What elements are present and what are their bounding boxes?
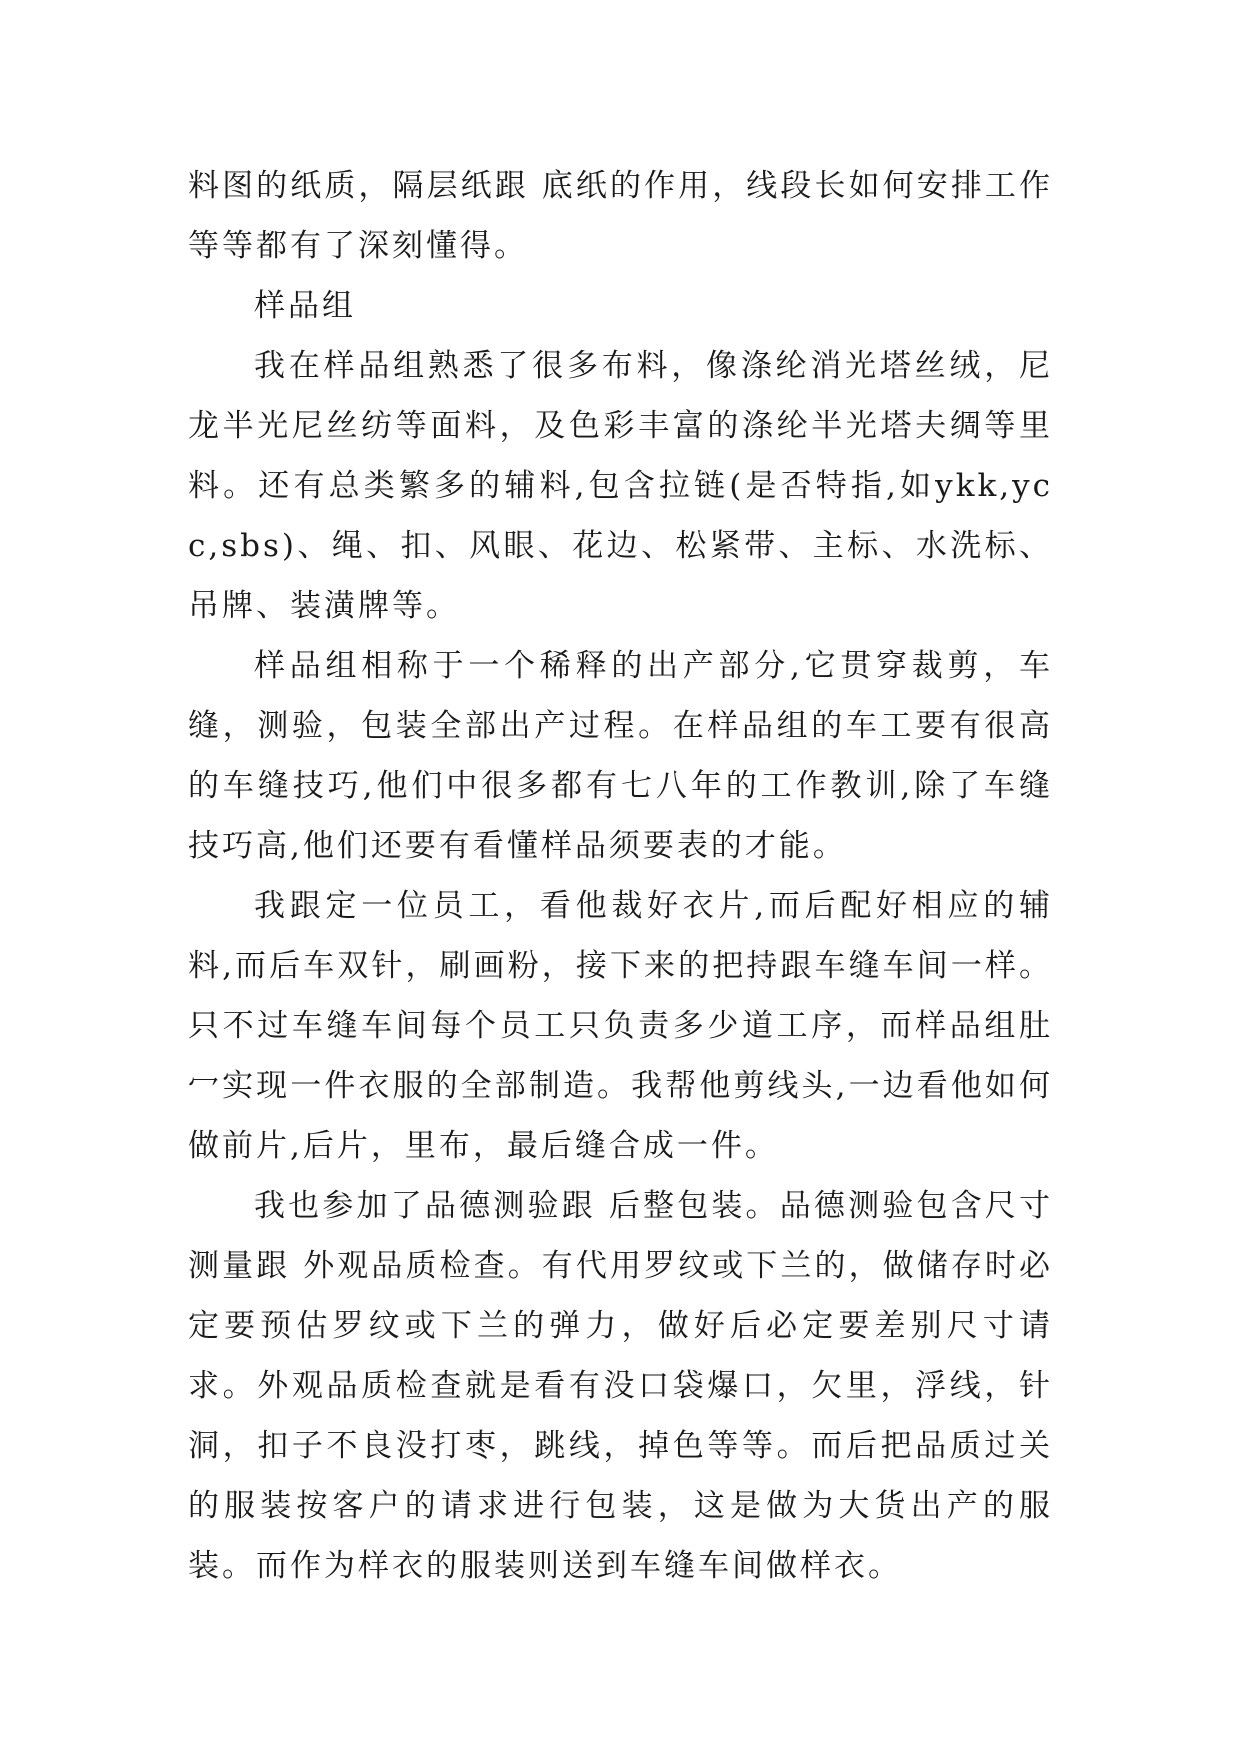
paragraph-sample-group-role: 样品组相称于一个稀释的出产部分,它贯穿裁剪，车缝，测验，包装全部出产过程。在样品组的车工要有很高的车缝技巧,他们中很多都有七八年的工作教训,除了车缝技巧高,他们还要有看懂样品须要表的才能。 — [188, 648, 1053, 864]
document-body — [188, 156, 1053, 1596]
paragraph-materials: 我在样品组熟悉了很多布料，像涤纶消光塔丝绒，尼龙半光尼丝纺等面料，及色彩丰富的涤纶半光塔夫绸等里料。还有总类繁多的辅料,包含拉链(是否特指,如ykk,ycc,sbs)、绳、扣、风眼、花边、松紧带、主标、水洗标、吊牌、装潢牌等。 — [188, 348, 1053, 624]
paragraph-continuation: 料图的纸质，隔层纸跟 底纸的作用，线段长如何安排工作等等都有了深刻懂得。 — [188, 168, 1053, 264]
section-heading-sample-group: 样品组 — [254, 288, 356, 324]
paragraph-following-worker: 我跟定一位员工，看他裁好衣片,而后配好相应的辅料,而后车双针，刷画粉，接下来的把持跟车缝车间一样。只不过车缝车间每个员工只负责多少道工序，而样品组肚冖实现一件衣服的全部制造。我帮他剪线头,一边看他如何做前片,后片，里布，最后缝合成一件。 — [188, 888, 1053, 1164]
paragraph-quality-inspection: 我也参加了品德测验跟 后整包装。品德测验包含尺寸测量跟 外观品质检查。有代用罗纹或下兰的，做储存时必定要预估罗纹或下兰的弹力，做好后必定要差别尺寸请求。外观品质检查就是看有没口袋爆口，欠里，浮线，针洞，扣子不良没打枣，跳线，掉色等等。而后把品质过关的服装按客户的请求进行包装，这是做为大货出产的服装。而作为样衣的服装则送到车缝车间做样衣。 — [188, 1188, 1053, 1584]
